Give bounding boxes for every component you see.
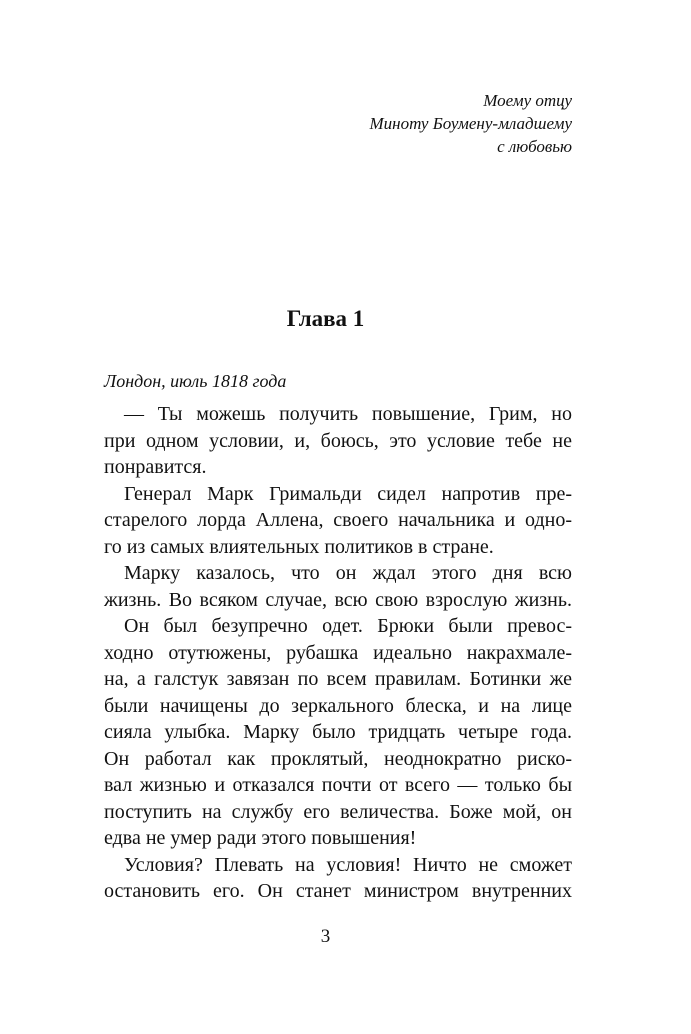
dedication-line: с любовью — [497, 137, 572, 156]
text-line: понравится. — [104, 456, 207, 478]
dedication-line: Моему отцу — [483, 91, 572, 110]
text-line: были начищены до зеркального блеска, и на лице — [104, 694, 572, 717]
place-date: Лондон, июль 1818 года — [104, 371, 287, 391]
text-line: при одном условии, и, боюсь, это условие тебе не — [104, 429, 572, 452]
text-line: старелого лорда Аллена, своего начальника и одно- — [104, 509, 572, 531]
text-line: жизнь. Во всяком случае, всю свою взрослую жизнь. — [104, 588, 572, 611]
dedication — [369, 89, 572, 158]
text-line: Он работал как проклятый, неоднократно риско- — [104, 747, 572, 770]
chapter-title: Глава 1 — [286, 306, 365, 331]
text-line: ходно отутюжены, рубашка идеально накрахмале- — [104, 641, 572, 664]
body-text — [104, 401, 572, 905]
text-line: сияла улыбка. Марку было тридцать четыре года. — [104, 721, 572, 743]
text-line: — Ты можешь получить повышение, Грим, но — [124, 403, 572, 425]
text-line: Марку казалось, что он ждал этого дня всю — [124, 562, 572, 584]
dedication-line: Миноту Боумену-младшему — [369, 114, 572, 133]
text-line: Он был безупречно одет. Брюки были превос- — [124, 615, 572, 637]
text-line: го из самых влиятельных политиков в стране. — [104, 535, 494, 558]
text-line: остановить его. Он станет министром внутренних — [104, 880, 572, 902]
text-line: Генерал Марк Гримальди сидел напротив пре- — [124, 482, 572, 505]
text-line: на, а галстук завязан по всем правилам. Ботинки же — [104, 668, 572, 690]
text-line: Условия? Плевать на условия! Ничто не сможет — [124, 853, 572, 876]
page-number: 3 — [320, 926, 331, 947]
text-line: вал жизнью и отказался почти от всего — только бы — [104, 774, 572, 796]
text-line: едва не умер ради этого повышения! — [104, 827, 417, 849]
text-line: поступить на службу его величества. Боже мой, он — [104, 800, 572, 823]
